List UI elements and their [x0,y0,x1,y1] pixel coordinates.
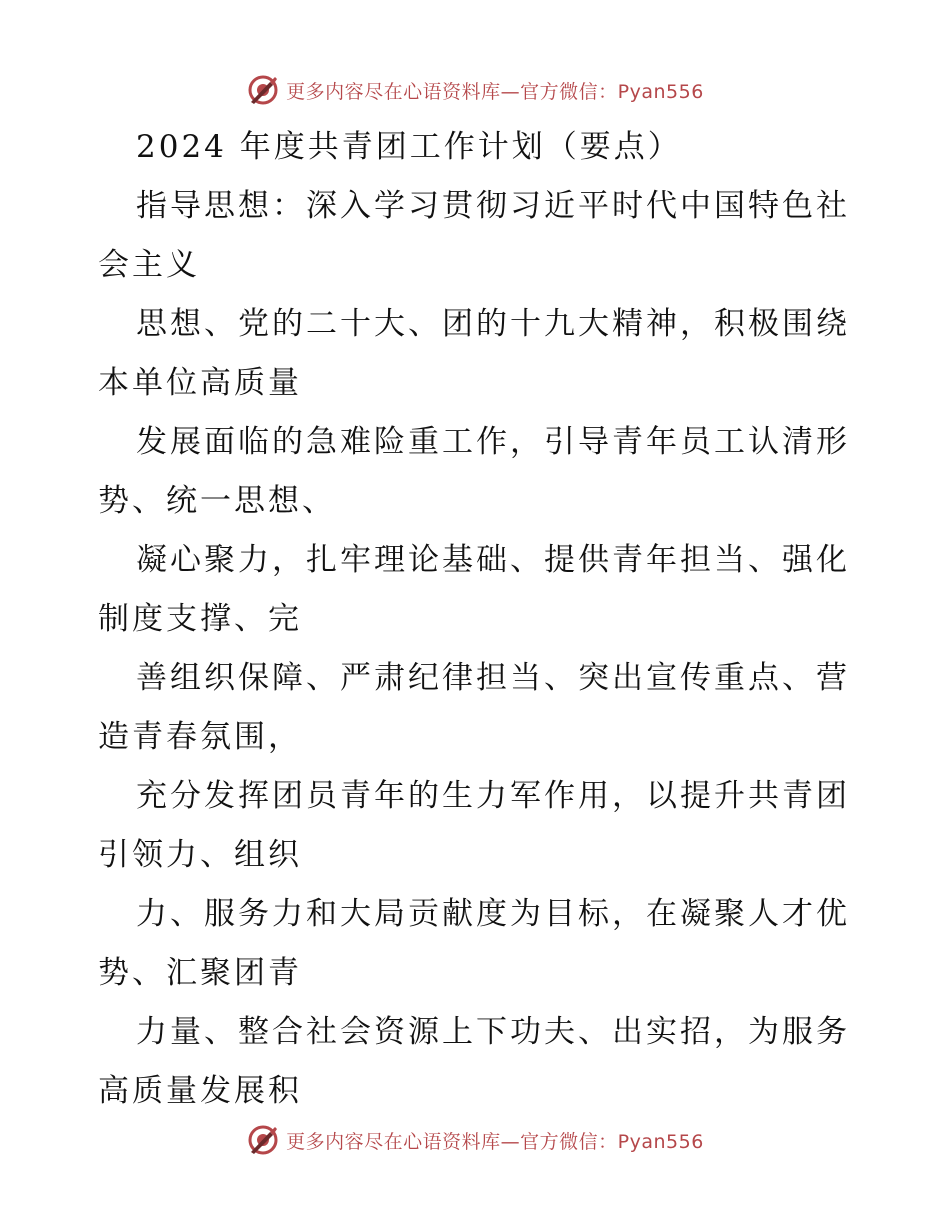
paragraph-line: 会主义 [98,247,200,283]
paragraph-line: 势、汇聚团青 [98,955,302,991]
header-watermark-banner [0,70,950,110]
document-title: 2024 年度共青团工作计划（要点） [136,129,682,165]
paragraph-line: 充分发挥团员青年的生力军作用，以提升共青团 [136,778,850,814]
paragraph-line: 力量、整合社会资源上下功夫、出实招，为服务 [136,1014,850,1050]
paragraph-line: 凝心聚力，扎牢理论基础、提供青年担当、强化 [136,542,850,578]
paragraph-line: 势、统一思想、 [98,483,336,519]
paragraph-line: 指导思想：深入学习贯彻习近平时代中国特色社 [136,188,850,224]
paragraph-line: 善组织保障、严肃纪律担当、突出宣传重点、营 [136,660,850,696]
document-body [98,118,858,1121]
paragraph-line: 发展面临的急难险重工作，引导青年员工认清形 [136,424,850,460]
pen-logo-icon [246,1123,280,1157]
paragraph-line: 制度支撑、完 [98,601,302,637]
paragraph-line: 力、服务力和大局贡献度为目标，在凝聚人才优 [136,896,850,932]
footer-watermark-text: 更多内容尽在心语资料库—官方微信：Pyan556 [286,1130,704,1153]
pen-logo-icon [246,73,280,107]
paragraph-line: 思想、党的二十大、团的十九大精神，积极围绕 [136,306,850,342]
footer-watermark-banner [0,1120,950,1160]
paragraph-line: 引领力、组织 [98,837,302,873]
paragraph-line: 本单位高质量 [98,365,302,401]
paragraph-line: 高质量发展积 [98,1073,302,1109]
paragraph-line: 造青春氛围， [98,719,302,755]
header-watermark-text: 更多内容尽在心语资料库—官方微信：Pyan556 [286,80,704,103]
